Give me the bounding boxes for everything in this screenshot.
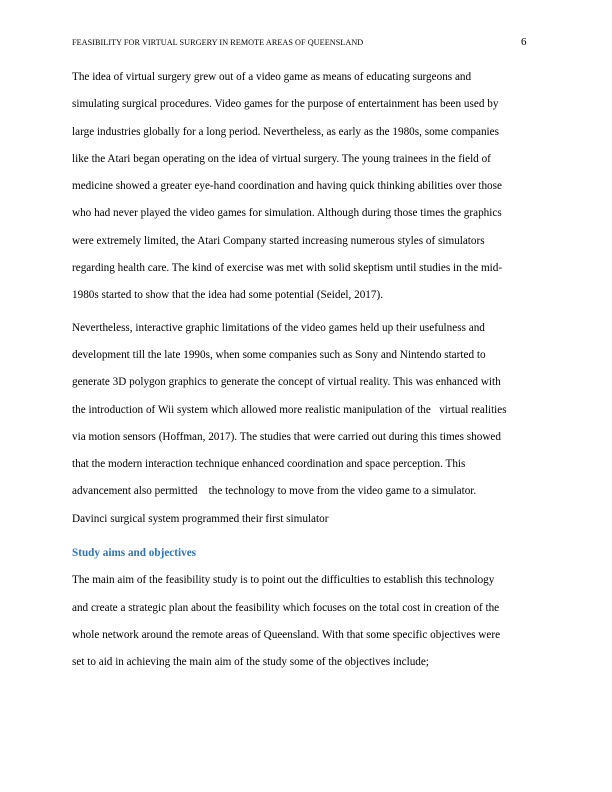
text-line: and create a strategic plan about the feasibility which focuses on the total cost in creation of the <box>72 601 500 614</box>
text-line: that the modern interaction technique enhanced coordination and space perception. This <box>72 458 466 471</box>
text-line: large industries globally for a long period. Nevertheless, as early as the 1980s, some companies <box>72 125 499 138</box>
text-line: 1980s started to show that the idea had some potential (Seidel, 2017). <box>72 289 384 302</box>
text-line: Davinci surgical system programmed their first simulator <box>72 512 329 525</box>
text-line: development till the late 1990s, when some companies such as Sony and Nintendo started to <box>72 348 486 361</box>
body-text <box>72 64 540 677</box>
section-heading: Study aims and objectives <box>72 547 197 560</box>
text-line: were extremely limited, the Atari Company started increasing numerous styles of simulators <box>72 234 485 247</box>
paragraph-virtual-surgery-origins <box>72 64 540 310</box>
page-number: 6 <box>521 36 527 48</box>
text-line: regarding health care. The kind of exercise was met with solid skeptism until studies in the mid- <box>72 262 503 275</box>
running-head: FEASIBILITY FOR VIRTUAL SURGERY IN REMOTE AREAS OF QUEENSLAND <box>72 38 364 47</box>
paragraph-graphics-limitations <box>72 315 540 533</box>
text-line: simulating surgical procedures. Video games for the purpose of entertainment has been used by <box>72 98 499 111</box>
text-line: the introduction of Wii system which allowed more realistic manipulation of the virtual realities <box>72 403 507 416</box>
text-line: The main aim of the feasibility study is to point out the difficulties to establish this technology <box>72 574 495 587</box>
text-line: The idea of virtual surgery grew out of a video game as means of educating surgeons and <box>72 71 472 83</box>
text-line: Nevertheless, interactive graphic limitations of the video games held up their usefulness and <box>72 321 485 334</box>
text-line: set to aid in achieving the main aim of the study some of the objectives include; <box>72 656 429 669</box>
text-line: who had never played the video games for simulation. Although during those times the graphics <box>72 207 502 220</box>
text-line: whole network around the remote areas of Queensland. With that some specific objectives were <box>72 628 501 641</box>
text-line: advancement also permitted the technology to move from the video game to a simulator. <box>72 485 477 498</box>
heading-spacer <box>72 533 540 540</box>
text-line: medicine showed a greater eye-hand coordination and having quick thinking abilities over those <box>72 180 502 193</box>
text-line: like the Atari began operating on the idea of virtual surgery. The young trainees in the field of <box>72 152 491 165</box>
paragraph-study-aims <box>72 567 540 676</box>
text-line: generate 3D polygon graphics to generate the concept of virtual reality. This was enhanced with <box>72 376 501 389</box>
text-line: via motion sensors (Hoffman, 2017). The studies that were carried out during this times showed <box>72 430 501 443</box>
